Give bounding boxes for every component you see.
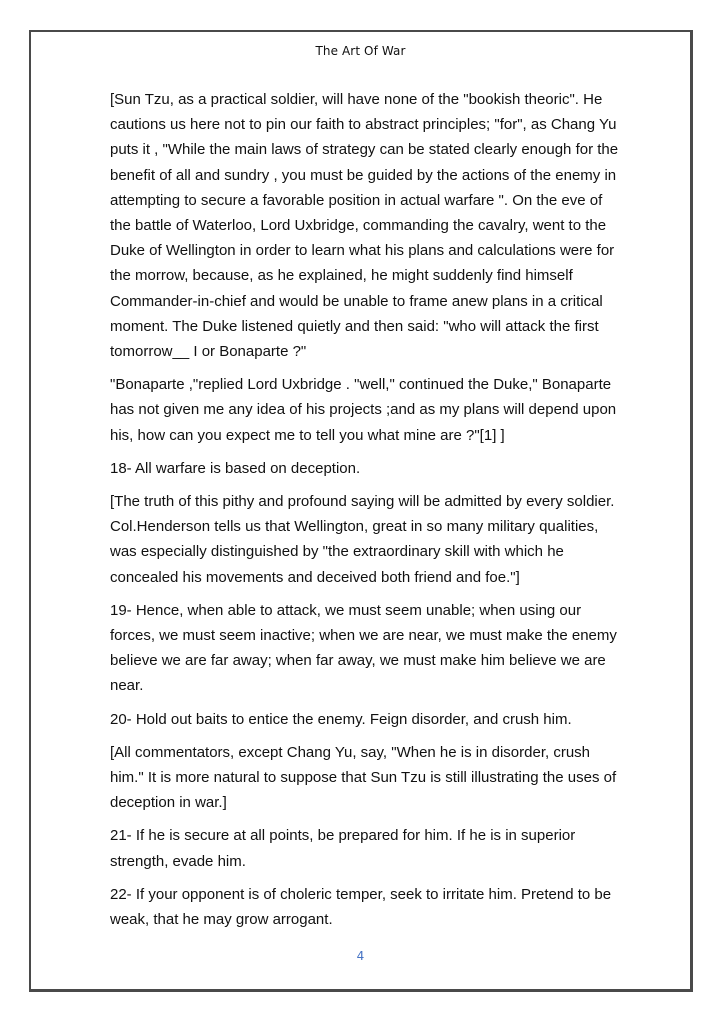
paragraph-verse-21: 21- If he is secure at all points, be prepared for him. If he is in superior strength, evade him. <box>110 827 576 870</box>
body-text <box>110 87 620 940</box>
paragraph-verse-20: 20- Hold out baits to entice the enemy. Feign disorder, and crush him. <box>110 710 572 728</box>
document-page <box>29 30 693 992</box>
paragraph-verse-18: 18- All warfare is based on deception. <box>110 459 361 477</box>
paragraph-waterloo-commentary: [Sun Tzu, as a practical soldier, will have none of the "bookish theoric". He cautions us here not to pin our faith to abstract principles; "for", as Chang Yu puts it , "While the main laws of strategy can be stated clearly enough for the benefit of all and sundry , you must be guided by the actions of the enemy in attempting to secure a favorable position in actual warfare ". On the eve of the battle of Waterloo, Lord Uxbridge, commanding the cavalry, went to the Duke of Wellington in order to learn what his plans and calculations were for the morrow, because, as he explained, he might suddenly find himself Commander-in-chief and would be unable to frame anew plans in a critical moment. The Duke listened quietly and then said: "who will attack the first tomorrow__ I or Bonaparte ?" <box>110 91 619 361</box>
paragraph-verse-22: 22- If your opponent is of choleric temper, seek to irritate him. Pretend to be weak, that he may grow arrogant. <box>110 885 612 929</box>
paragraph-commentators-note: [All commentators, except Chang Yu, say, "When he is in disorder, crush him." It is more natural to suppose that Sun Tzu is still illustrating the uses of deception in war.] <box>110 743 617 812</box>
paragraph-henderson-commentary: [The truth of this pithy and profound saying will be admitted by every soldier. Col.Henderson tells us that Wellington, great in so many military qualities, was especially distinguished by "the extraordinary skill with which he concealed his movements and deceived both friend and foe."] <box>110 493 615 586</box>
page-number: 4 <box>356 949 365 963</box>
paragraph-verse-19: 19- Hence, when able to attack, we must seem unable; when using our forces, we must seem inactive; when we are near, we must make the enemy believe we are far away; when far away, we must make him believe we are near. <box>110 601 617 695</box>
running-header-title: The Art Of War <box>315 44 406 58</box>
paragraph-bonaparte-reply: "Bonaparte ,"replied Lord Uxbridge . "well," continued the Duke," Bonaparte has not given me any idea of his projects ;and as my plans will depend upon his, how can you expect me to tell you what mine are ?"[1] ] <box>110 376 617 444</box>
